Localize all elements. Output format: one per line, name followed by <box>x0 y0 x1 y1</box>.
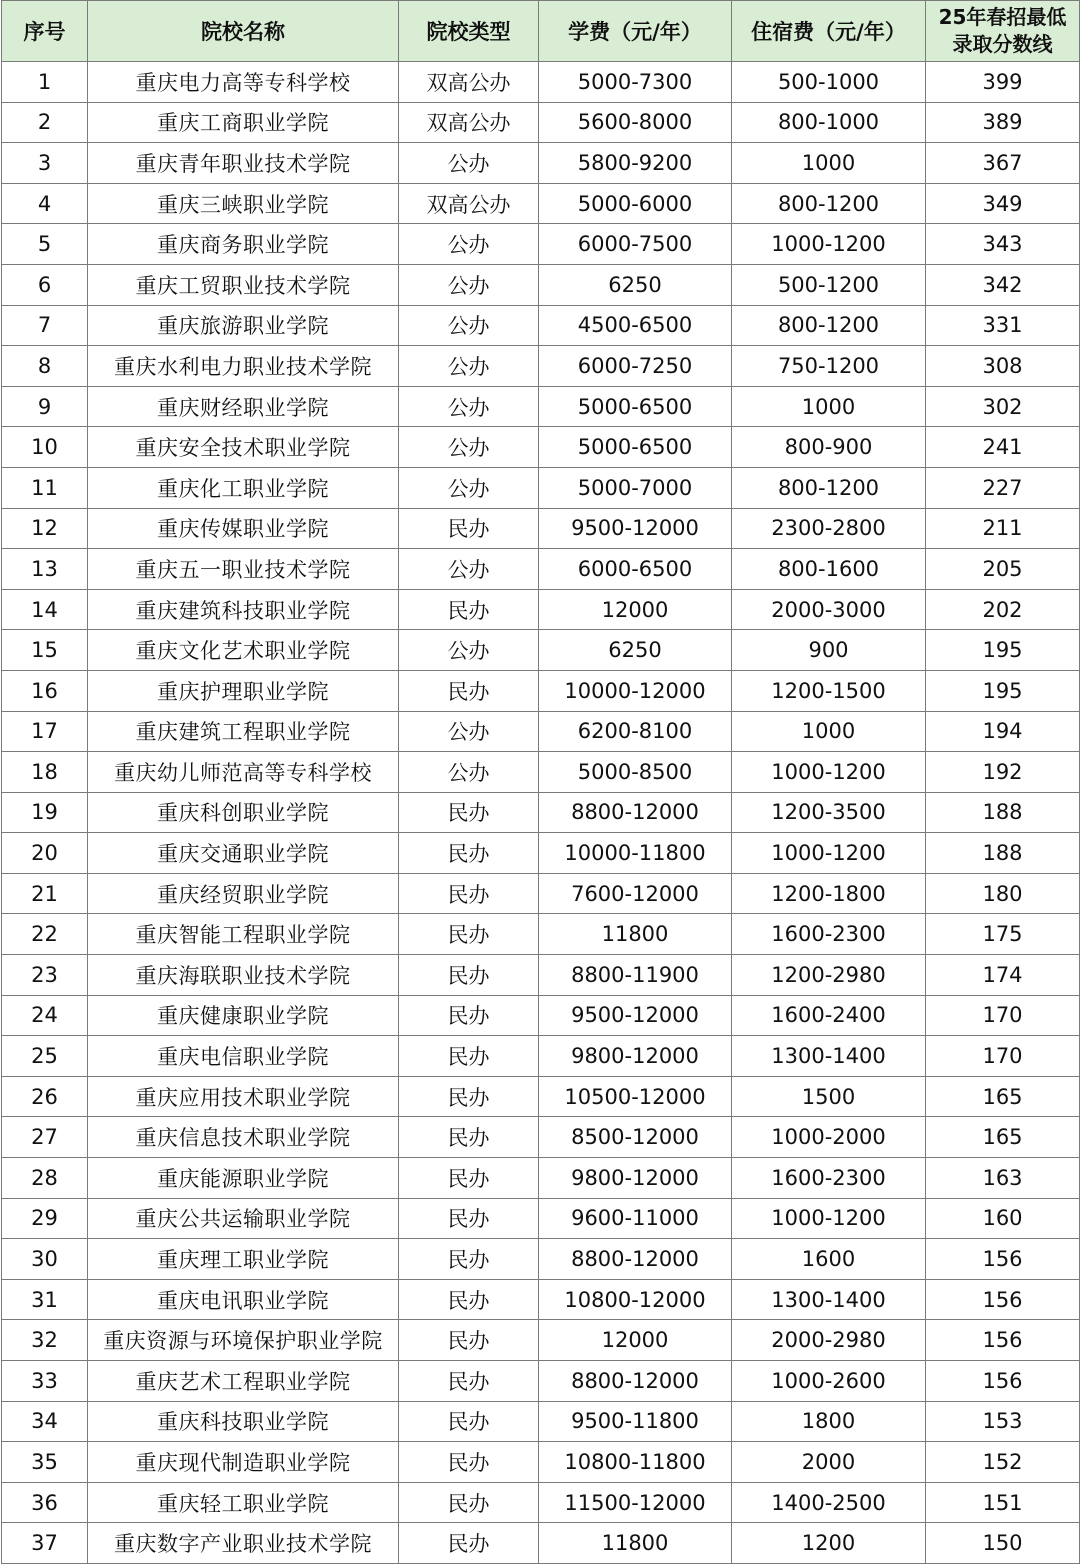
cell-min-score: 156 <box>926 1320 1080 1361</box>
header-dorm-fee: 住宿费（元/年） <box>732 1 926 62</box>
cell-min-score: 170 <box>926 995 1080 1036</box>
cell-school-name: 重庆理工职业学院 <box>88 1239 399 1280</box>
cell-index: 13 <box>2 549 88 590</box>
cell-index: 1 <box>2 62 88 103</box>
cell-school-name: 重庆交通职业学院 <box>88 833 399 874</box>
cell-dorm-fee: 2000 <box>732 1442 926 1483</box>
table-row <box>2 995 1080 1036</box>
cell-min-score: 195 <box>926 630 1080 671</box>
table-row <box>2 102 1080 143</box>
cell-tuition: 5000-8500 <box>539 752 732 793</box>
table-row <box>2 914 1080 955</box>
cell-tuition: 9500-11800 <box>539 1401 732 1442</box>
table-row <box>2 1523 1080 1564</box>
cell-dorm-fee: 1300-1400 <box>732 1279 926 1320</box>
cell-min-score: 195 <box>926 670 1080 711</box>
table-row <box>2 386 1080 427</box>
cell-school-name: 重庆三峡职业学院 <box>88 183 399 224</box>
cell-index: 3 <box>2 143 88 184</box>
cell-tuition: 11500-12000 <box>539 1482 732 1523</box>
cell-tuition: 6000-7500 <box>539 224 732 265</box>
cell-school-type: 民办 <box>399 1320 539 1361</box>
table-row <box>2 1442 1080 1483</box>
cell-school-name: 重庆幼儿师范高等专科学校 <box>88 752 399 793</box>
cell-school-type: 民办 <box>399 955 539 996</box>
cell-school-name: 重庆建筑工程职业学院 <box>88 711 399 752</box>
cell-index: 7 <box>2 305 88 346</box>
cell-index: 9 <box>2 386 88 427</box>
cell-tuition: 8500-12000 <box>539 1117 732 1158</box>
cell-tuition: 5000-7300 <box>539 62 732 103</box>
cell-min-score: 367 <box>926 143 1080 184</box>
table-row <box>2 143 1080 184</box>
cell-index: 35 <box>2 1442 88 1483</box>
cell-tuition: 11800 <box>539 1523 732 1564</box>
cell-min-score: 163 <box>926 1158 1080 1199</box>
table-row <box>2 752 1080 793</box>
table-row <box>2 1401 1080 1442</box>
cell-dorm-fee: 800-900 <box>732 427 926 468</box>
cell-school-type: 民办 <box>399 1442 539 1483</box>
cell-index: 28 <box>2 1158 88 1199</box>
cell-index: 4 <box>2 183 88 224</box>
cell-tuition: 9600-11000 <box>539 1198 732 1239</box>
cell-dorm-fee: 1200-3500 <box>732 792 926 833</box>
cell-dorm-fee: 800-1000 <box>732 102 926 143</box>
table-row <box>2 711 1080 752</box>
cell-dorm-fee: 2000-3000 <box>732 589 926 630</box>
cell-index: 24 <box>2 995 88 1036</box>
cell-dorm-fee: 1000 <box>732 143 926 184</box>
cell-dorm-fee: 1600-2300 <box>732 914 926 955</box>
table-row <box>2 427 1080 468</box>
cell-min-score: 151 <box>926 1482 1080 1523</box>
cell-tuition: 10500-12000 <box>539 1076 732 1117</box>
cell-school-type: 民办 <box>399 670 539 711</box>
header-min-score-line1: 25年春招最低 <box>938 5 1067 29</box>
cell-index: 15 <box>2 630 88 671</box>
table-row <box>2 630 1080 671</box>
cell-min-score: 165 <box>926 1117 1080 1158</box>
table-row <box>2 1198 1080 1239</box>
cell-school-type: 民办 <box>399 1279 539 1320</box>
cell-min-score: 174 <box>926 955 1080 996</box>
cell-school-type: 公办 <box>399 346 539 387</box>
cell-school-name: 重庆经贸职业学院 <box>88 873 399 914</box>
cell-index: 14 <box>2 589 88 630</box>
cell-school-name: 重庆艺术工程职业学院 <box>88 1361 399 1402</box>
cell-tuition: 8800-12000 <box>539 792 732 833</box>
cell-dorm-fee: 1000-1200 <box>732 752 926 793</box>
cell-min-score: 165 <box>926 1076 1080 1117</box>
cell-dorm-fee: 800-1200 <box>732 305 926 346</box>
cell-tuition: 6000-7250 <box>539 346 732 387</box>
cell-min-score: 342 <box>926 264 1080 305</box>
cell-school-type: 公办 <box>399 467 539 508</box>
cell-dorm-fee: 1400-2500 <box>732 1482 926 1523</box>
cell-school-type: 民办 <box>399 873 539 914</box>
cell-school-type: 公办 <box>399 224 539 265</box>
cell-dorm-fee: 1600-2400 <box>732 995 926 1036</box>
header-index: 序号 <box>2 1 88 62</box>
cell-school-type: 公办 <box>399 752 539 793</box>
table-row <box>2 549 1080 590</box>
cell-min-score: 188 <box>926 833 1080 874</box>
cell-school-name: 重庆资源与环境保护职业学院 <box>88 1320 399 1361</box>
cell-dorm-fee: 1600 <box>732 1239 926 1280</box>
cell-school-name: 重庆海联职业技术学院 <box>88 955 399 996</box>
cell-tuition: 10000-11800 <box>539 833 732 874</box>
cell-school-type: 双高公办 <box>399 102 539 143</box>
cell-school-type: 民办 <box>399 1198 539 1239</box>
table-row <box>2 833 1080 874</box>
cell-index: 16 <box>2 670 88 711</box>
cell-min-score: 152 <box>926 1442 1080 1483</box>
cell-index: 31 <box>2 1279 88 1320</box>
cell-school-name: 重庆现代制造职业学院 <box>88 1442 399 1483</box>
cell-tuition: 5600-8000 <box>539 102 732 143</box>
cell-index: 36 <box>2 1482 88 1523</box>
cell-dorm-fee: 1200-1500 <box>732 670 926 711</box>
cell-school-name: 重庆科技职业学院 <box>88 1401 399 1442</box>
cell-tuition: 12000 <box>539 589 732 630</box>
table-row <box>2 1158 1080 1199</box>
table-row <box>2 1320 1080 1361</box>
cell-school-name: 重庆能源职业学院 <box>88 1158 399 1199</box>
cell-index: 26 <box>2 1076 88 1117</box>
header-school-type: 院校类型 <box>399 1 539 62</box>
table-row <box>2 62 1080 103</box>
header-min-score-line2: 录取分数线 <box>952 32 1053 56</box>
cell-school-name: 重庆财经职业学院 <box>88 386 399 427</box>
table-row <box>2 1279 1080 1320</box>
cell-tuition: 9800-12000 <box>539 1036 732 1077</box>
table-row <box>2 264 1080 305</box>
header-school-name: 院校名称 <box>88 1 399 62</box>
table-row <box>2 670 1080 711</box>
cell-index: 32 <box>2 1320 88 1361</box>
cell-school-name: 重庆应用技术职业学院 <box>88 1076 399 1117</box>
cell-dorm-fee: 1000-2600 <box>732 1361 926 1402</box>
cell-school-type: 民办 <box>399 1523 539 1564</box>
cell-school-name: 重庆工贸职业技术学院 <box>88 264 399 305</box>
cell-dorm-fee: 1200-1800 <box>732 873 926 914</box>
cell-school-type: 公办 <box>399 264 539 305</box>
cell-school-type: 民办 <box>399 1117 539 1158</box>
cell-school-type: 民办 <box>399 1158 539 1199</box>
cell-min-score: 156 <box>926 1361 1080 1402</box>
cell-min-score: 241 <box>926 427 1080 468</box>
cell-index: 25 <box>2 1036 88 1077</box>
cell-dorm-fee: 1800 <box>732 1401 926 1442</box>
cell-min-score: 227 <box>926 467 1080 508</box>
cell-tuition: 8800-12000 <box>539 1361 732 1402</box>
cell-dorm-fee: 1500 <box>732 1076 926 1117</box>
cell-tuition: 5000-7000 <box>539 467 732 508</box>
cell-min-score: 302 <box>926 386 1080 427</box>
header-min-score <box>926 1 1080 62</box>
cell-school-type: 民办 <box>399 1361 539 1402</box>
cell-min-score: 194 <box>926 711 1080 752</box>
cell-school-name: 重庆安全技术职业学院 <box>88 427 399 468</box>
table-row <box>2 1117 1080 1158</box>
cell-tuition: 8800-12000 <box>539 1239 732 1280</box>
cell-index: 22 <box>2 914 88 955</box>
cell-index: 33 <box>2 1361 88 1402</box>
cell-index: 30 <box>2 1239 88 1280</box>
cell-school-type: 公办 <box>399 386 539 427</box>
cell-school-type: 公办 <box>399 549 539 590</box>
cell-tuition: 8800-11900 <box>539 955 732 996</box>
cell-min-score: 150 <box>926 1523 1080 1564</box>
cell-school-type: 民办 <box>399 833 539 874</box>
cell-index: 27 <box>2 1117 88 1158</box>
table-row <box>2 1239 1080 1280</box>
table-row <box>2 1361 1080 1402</box>
cell-min-score: 153 <box>926 1401 1080 1442</box>
cell-min-score: 205 <box>926 549 1080 590</box>
cell-school-name: 重庆公共运输职业学院 <box>88 1198 399 1239</box>
cell-min-score: 156 <box>926 1239 1080 1280</box>
cell-dorm-fee: 900 <box>732 630 926 671</box>
cell-tuition: 6250 <box>539 630 732 671</box>
cell-tuition: 9500-12000 <box>539 995 732 1036</box>
cell-school-type: 民办 <box>399 995 539 1036</box>
cell-school-type: 民办 <box>399 914 539 955</box>
table-row <box>2 183 1080 224</box>
cell-min-score: 331 <box>926 305 1080 346</box>
cell-school-type: 民办 <box>399 1036 539 1077</box>
cell-min-score: 180 <box>926 873 1080 914</box>
cell-index: 11 <box>2 467 88 508</box>
cell-index: 37 <box>2 1523 88 1564</box>
table-row <box>2 224 1080 265</box>
cell-dorm-fee: 1000-1200 <box>732 833 926 874</box>
cell-tuition: 11800 <box>539 914 732 955</box>
cell-school-type: 民办 <box>399 1076 539 1117</box>
cell-tuition: 7600-12000 <box>539 873 732 914</box>
table-row <box>2 589 1080 630</box>
cell-index: 20 <box>2 833 88 874</box>
table-row <box>2 305 1080 346</box>
cell-dorm-fee: 800-1600 <box>732 549 926 590</box>
table-row <box>2 346 1080 387</box>
cell-dorm-fee: 1000 <box>732 386 926 427</box>
cell-dorm-fee: 1000-1200 <box>732 1198 926 1239</box>
cell-school-name: 重庆轻工职业学院 <box>88 1482 399 1523</box>
cell-school-type: 民办 <box>399 589 539 630</box>
cell-school-name: 重庆电力高等专科学校 <box>88 62 399 103</box>
table-row <box>2 1076 1080 1117</box>
cell-dorm-fee: 500-1000 <box>732 62 926 103</box>
table-header <box>2 1 1080 62</box>
cell-tuition: 5000-6500 <box>539 427 732 468</box>
cell-school-name: 重庆工商职业学院 <box>88 102 399 143</box>
cell-school-type: 双高公办 <box>399 62 539 103</box>
cell-school-name: 重庆青年职业技术学院 <box>88 143 399 184</box>
cell-school-name: 重庆电讯职业学院 <box>88 1279 399 1320</box>
cell-min-score: 170 <box>926 1036 1080 1077</box>
cell-school-name: 重庆商务职业学院 <box>88 224 399 265</box>
cell-min-score: 308 <box>926 346 1080 387</box>
cell-min-score: 211 <box>926 508 1080 549</box>
header-tuition: 学费（元/年） <box>539 1 732 62</box>
cell-index: 10 <box>2 427 88 468</box>
cell-school-name: 重庆旅游职业学院 <box>88 305 399 346</box>
cell-tuition: 6000-6500 <box>539 549 732 590</box>
cell-index: 18 <box>2 752 88 793</box>
cell-school-type: 公办 <box>399 305 539 346</box>
header-row <box>2 1 1080 62</box>
cell-tuition: 5000-6000 <box>539 183 732 224</box>
cell-tuition: 9800-12000 <box>539 1158 732 1199</box>
admissions-table <box>1 0 1080 1564</box>
cell-tuition: 9500-12000 <box>539 508 732 549</box>
cell-school-name: 重庆健康职业学院 <box>88 995 399 1036</box>
cell-min-score: 156 <box>926 1279 1080 1320</box>
table-body <box>2 62 1080 1564</box>
cell-index: 2 <box>2 102 88 143</box>
cell-index: 19 <box>2 792 88 833</box>
cell-dorm-fee: 1600-2300 <box>732 1158 926 1199</box>
cell-tuition: 10800-12000 <box>539 1279 732 1320</box>
cell-tuition: 5800-9200 <box>539 143 732 184</box>
cell-dorm-fee: 750-1200 <box>732 346 926 387</box>
cell-school-type: 民办 <box>399 1239 539 1280</box>
cell-dorm-fee: 800-1200 <box>732 183 926 224</box>
cell-index: 34 <box>2 1401 88 1442</box>
table-row <box>2 955 1080 996</box>
cell-dorm-fee: 2300-2800 <box>732 508 926 549</box>
cell-school-type: 民办 <box>399 792 539 833</box>
cell-index: 17 <box>2 711 88 752</box>
table-row <box>2 508 1080 549</box>
cell-school-type: 双高公办 <box>399 183 539 224</box>
cell-school-name: 重庆水利电力职业技术学院 <box>88 346 399 387</box>
cell-school-name: 重庆化工职业学院 <box>88 467 399 508</box>
cell-school-name: 重庆文化艺术职业学院 <box>88 630 399 671</box>
cell-dorm-fee: 1000-1200 <box>732 224 926 265</box>
cell-min-score: 389 <box>926 102 1080 143</box>
cell-min-score: 202 <box>926 589 1080 630</box>
cell-dorm-fee: 500-1200 <box>732 264 926 305</box>
cell-school-type: 公办 <box>399 630 539 671</box>
cell-tuition: 6200-8100 <box>539 711 732 752</box>
cell-school-type: 公办 <box>399 711 539 752</box>
cell-min-score: 399 <box>926 62 1080 103</box>
cell-dorm-fee: 2000-2980 <box>732 1320 926 1361</box>
table-row <box>2 467 1080 508</box>
cell-tuition: 5000-6500 <box>539 386 732 427</box>
cell-min-score: 343 <box>926 224 1080 265</box>
cell-min-score: 160 <box>926 1198 1080 1239</box>
cell-school-name: 重庆电信职业学院 <box>88 1036 399 1077</box>
cell-tuition: 10000-12000 <box>539 670 732 711</box>
cell-min-score: 175 <box>926 914 1080 955</box>
cell-min-score: 188 <box>926 792 1080 833</box>
cell-min-score: 349 <box>926 183 1080 224</box>
cell-tuition: 10800-11800 <box>539 1442 732 1483</box>
cell-school-name: 重庆护理职业学院 <box>88 670 399 711</box>
cell-tuition: 6250 <box>539 264 732 305</box>
cell-school-type: 公办 <box>399 427 539 468</box>
cell-index: 6 <box>2 264 88 305</box>
cell-index: 8 <box>2 346 88 387</box>
cell-index: 23 <box>2 955 88 996</box>
table-row <box>2 792 1080 833</box>
table-row <box>2 1036 1080 1077</box>
cell-index: 5 <box>2 224 88 265</box>
cell-school-type: 公办 <box>399 143 539 184</box>
cell-school-name: 重庆科创职业学院 <box>88 792 399 833</box>
cell-school-name: 重庆建筑科技职业学院 <box>88 589 399 630</box>
cell-tuition: 4500-6500 <box>539 305 732 346</box>
cell-dorm-fee: 1200-2980 <box>732 955 926 996</box>
cell-school-type: 民办 <box>399 1482 539 1523</box>
cell-index: 29 <box>2 1198 88 1239</box>
cell-min-score: 192 <box>926 752 1080 793</box>
cell-dorm-fee: 1200 <box>732 1523 926 1564</box>
table-row <box>2 873 1080 914</box>
cell-tuition: 12000 <box>539 1320 732 1361</box>
cell-school-name: 重庆五一职业技术学院 <box>88 549 399 590</box>
cell-index: 21 <box>2 873 88 914</box>
cell-school-name: 重庆数字产业职业技术学院 <box>88 1523 399 1564</box>
cell-school-name: 重庆传媒职业学院 <box>88 508 399 549</box>
cell-school-name: 重庆信息技术职业学院 <box>88 1117 399 1158</box>
cell-school-name: 重庆智能工程职业学院 <box>88 914 399 955</box>
cell-index: 12 <box>2 508 88 549</box>
cell-school-type: 民办 <box>399 1401 539 1442</box>
cell-dorm-fee: 1000 <box>732 711 926 752</box>
cell-dorm-fee: 800-1200 <box>732 467 926 508</box>
cell-dorm-fee: 1000-2000 <box>732 1117 926 1158</box>
cell-school-type: 民办 <box>399 508 539 549</box>
table-row <box>2 1482 1080 1523</box>
cell-dorm-fee: 1300-1400 <box>732 1036 926 1077</box>
